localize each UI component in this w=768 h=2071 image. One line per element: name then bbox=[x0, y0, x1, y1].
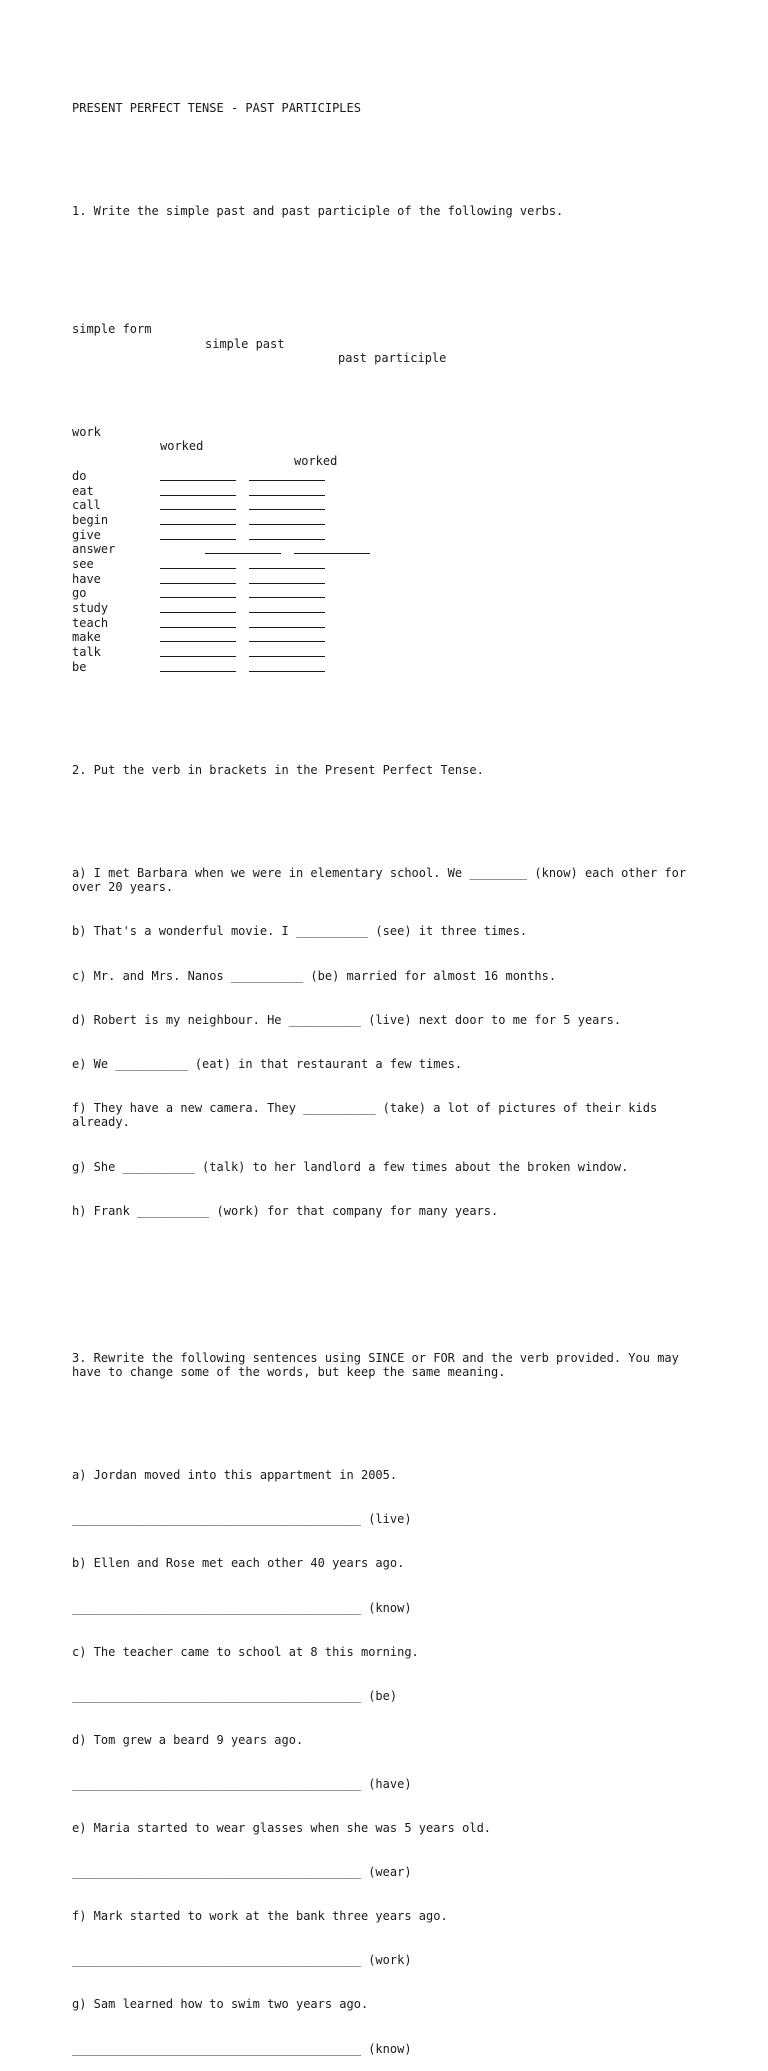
section3-item-b: b) Ellen and Rose met each other 40 years ago. bbox=[72, 1556, 405, 1571]
verb-label: teach bbox=[72, 615, 109, 630]
simple-past-blank bbox=[160, 528, 236, 540]
past-participle-blank bbox=[249, 630, 325, 642]
past-participle-blank bbox=[249, 498, 325, 510]
worksheet-page bbox=[72, 72, 712, 2071]
verb-row bbox=[72, 601, 712, 616]
verb-label: be bbox=[72, 659, 87, 674]
example-past: worked bbox=[160, 439, 204, 454]
section3-item-a: a) Jordan moved into this appartment in 2005. bbox=[72, 1468, 398, 1483]
verb-label: eat bbox=[72, 483, 94, 498]
verb-label: call bbox=[72, 498, 101, 513]
verb-label: do bbox=[72, 468, 87, 483]
verb-row bbox=[72, 513, 712, 528]
section3-item-g: g) Sam learned how to swim two years ago. bbox=[72, 1997, 369, 2012]
verb-row bbox=[72, 572, 712, 587]
section1-instruction: 1. Write the simple past and past participle of the following verbs. bbox=[72, 204, 564, 219]
simple-past-blank bbox=[160, 660, 236, 672]
verb-row bbox=[72, 645, 712, 660]
simple-past-blank bbox=[160, 586, 236, 598]
past-participle-blank bbox=[249, 572, 325, 584]
simple-past-blank bbox=[160, 469, 236, 481]
column-headers bbox=[72, 307, 712, 366]
example-participle: worked bbox=[294, 454, 338, 469]
simple-past-blank bbox=[160, 484, 236, 496]
section3-item-f: f) Mark started to work at the bank three years ago. bbox=[72, 1909, 448, 1924]
past-participle-blank bbox=[249, 469, 325, 481]
verb-label: give bbox=[72, 527, 101, 542]
header-simple-past: simple past bbox=[205, 336, 285, 351]
section2-item-g: g) She __________ (talk) to her landlord a few times about the broken window. bbox=[72, 1159, 629, 1174]
worksheet-title: PRESENT PERFECT TENSE - PAST PARTICIPLES bbox=[72, 101, 361, 116]
section2-item-h: h) Frank __________ (work) for that company for many years. bbox=[72, 1203, 499, 1218]
verb-label: see bbox=[72, 557, 94, 571]
simple-past-blank bbox=[160, 498, 236, 510]
section3-answer-e: ________________________________________ (wear) bbox=[72, 1865, 412, 1880]
verb-row bbox=[72, 557, 712, 572]
section3-item-e: e) Maria started to wear glasses when she was 5 years old. bbox=[72, 1821, 492, 1836]
past-participle-blank bbox=[249, 557, 325, 569]
verb-row bbox=[72, 542, 712, 557]
spacer bbox=[72, 1307, 712, 1322]
simple-past-blank bbox=[160, 513, 236, 525]
spacer bbox=[72, 1262, 712, 1277]
section2-item-e: e) We __________ (eat) in that restaurant a few times. bbox=[72, 1056, 463, 1071]
past-participle-blank bbox=[249, 645, 325, 657]
verb-row bbox=[72, 616, 712, 631]
past-participle-blank bbox=[249, 586, 325, 598]
section3-answer-f: ________________________________________ (work) bbox=[72, 1953, 412, 1968]
verb-label: make bbox=[72, 630, 101, 645]
section2-item-d: d) Robert is my neighbour. He __________ (live) next door to me for 5 years. bbox=[72, 1012, 622, 1027]
example-row bbox=[72, 410, 712, 469]
section2-item-f: f) They have a new camera. They __________ (take) a lot of pictures of their kids already. bbox=[72, 1100, 665, 1130]
verb-label: have bbox=[72, 571, 101, 586]
section3-item-c: c) The teacher came to school at 8 this morning. bbox=[72, 1644, 419, 1659]
simple-past-blank bbox=[160, 630, 236, 642]
section3-answer-g: ________________________________________ (know) bbox=[72, 2041, 412, 2056]
spacer bbox=[72, 719, 712, 734]
past-participle-blank bbox=[249, 484, 325, 496]
verb-row bbox=[72, 498, 712, 513]
past-participle-blank bbox=[249, 528, 325, 540]
verb-row bbox=[72, 586, 712, 601]
section3-answer-b: ________________________________________ (know) bbox=[72, 1600, 412, 1615]
verb-row bbox=[72, 484, 712, 499]
verb-row bbox=[72, 528, 712, 543]
past-participle-blank bbox=[249, 601, 325, 613]
verb-label: begin bbox=[72, 512, 109, 527]
past-participle-blank bbox=[294, 542, 370, 554]
section3-answer-d: ________________________________________ (have) bbox=[72, 1776, 412, 1791]
section3-answer-c: ________________________________________ (be) bbox=[72, 1688, 398, 1703]
section2-instruction: 2. Put the verb in brackets in the Present Perfect Tense. bbox=[72, 762, 484, 777]
simple-past-blank bbox=[160, 616, 236, 628]
past-participle-blank bbox=[249, 660, 325, 672]
header-simple-form: simple form bbox=[72, 321, 152, 336]
simple-past-blank bbox=[160, 572, 236, 584]
section2-item-a: a) I met Barbara when we were in elementary school. We ________ (know) each other for over 20 years. bbox=[72, 865, 694, 895]
verb-list bbox=[72, 469, 712, 675]
spacer bbox=[72, 807, 712, 822]
past-participle-blank bbox=[249, 616, 325, 628]
verb-label: talk bbox=[72, 645, 101, 660]
spacer bbox=[72, 146, 712, 161]
section2-item-b: b) That's a wonderful movie. I __________ (see) it three times. bbox=[72, 924, 528, 939]
spacer bbox=[72, 248, 712, 263]
verb-row bbox=[72, 469, 712, 484]
section3-item-d: d) Tom grew a beard 9 years ago. bbox=[72, 1732, 304, 1747]
past-participle-blank bbox=[249, 513, 325, 525]
spacer bbox=[72, 1409, 712, 1424]
simple-past-blank bbox=[205, 542, 281, 554]
simple-past-blank bbox=[160, 601, 236, 613]
example-verb: work bbox=[72, 424, 101, 439]
verb-row bbox=[72, 630, 712, 645]
section3-instruction: 3. Rewrite the following sentences using SINCE or FOR and the verb provided. You may have to change some of the words, but keep the same meaning. bbox=[72, 1350, 687, 1380]
verb-label: answer bbox=[72, 542, 116, 557]
header-past-participle: past participle bbox=[338, 351, 447, 366]
section2-item-c: c) Mr. and Mrs. Nanos __________ (be) married for almost 16 months. bbox=[72, 968, 557, 983]
verb-label: study bbox=[72, 601, 109, 616]
simple-past-blank bbox=[160, 645, 236, 657]
simple-past-blank bbox=[160, 557, 236, 569]
section3-answer-a: ________________________________________ (live) bbox=[72, 1512, 412, 1527]
verb-row bbox=[72, 660, 712, 675]
verb-label: go bbox=[72, 586, 87, 601]
